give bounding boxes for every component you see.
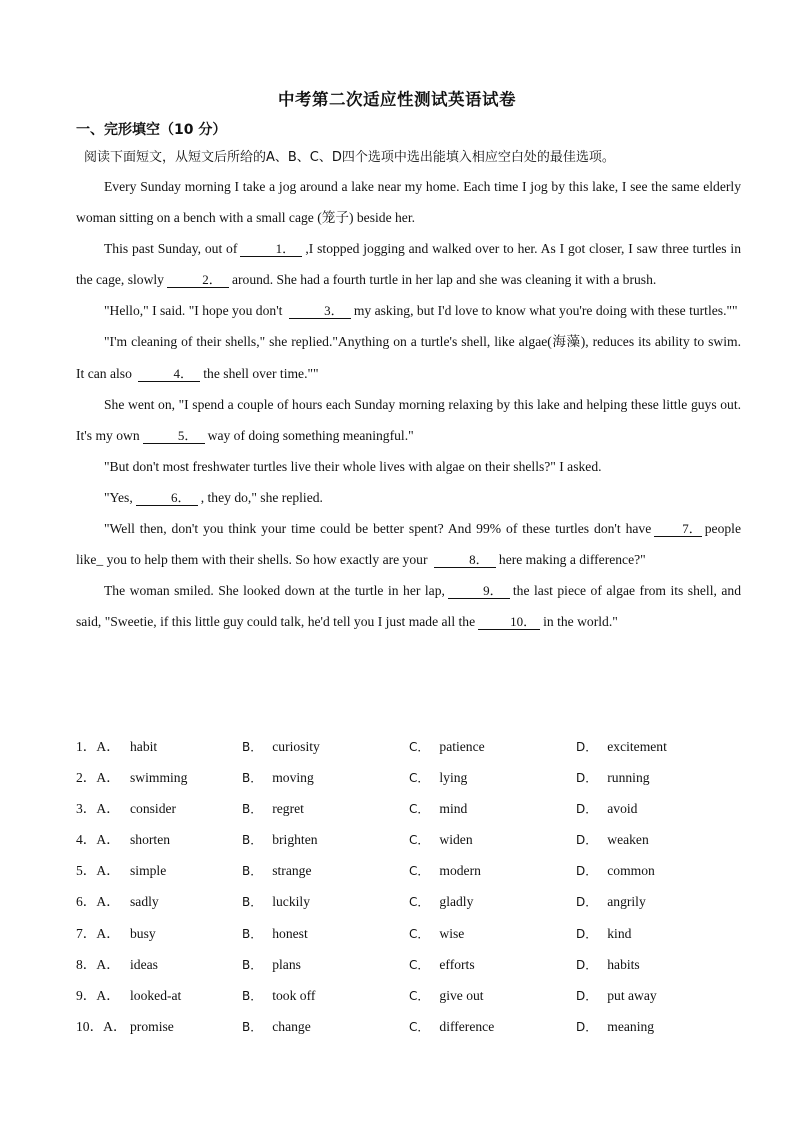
option-a[interactable]: swimming bbox=[130, 770, 188, 786]
question-number[interactable]: 10．A． bbox=[76, 1018, 127, 1034]
option-letter: B． bbox=[242, 802, 263, 817]
option-c[interactable] bbox=[409, 889, 473, 915]
paragraph-5: She went on, "I spend a couple of hours each Sunday morning relaxing by this lake and helping these little guys out. It's my own 5． way of doing something meaningful." bbox=[76, 396, 741, 443]
option-text: running bbox=[607, 770, 650, 786]
option-d[interactable] bbox=[576, 921, 631, 947]
option-c[interactable] bbox=[409, 734, 485, 760]
option-d[interactable] bbox=[576, 952, 640, 978]
option-d[interactable] bbox=[576, 889, 646, 915]
blank-4: 4． bbox=[138, 366, 200, 382]
option-text: modern bbox=[439, 863, 481, 879]
option-letter: C． bbox=[409, 740, 430, 754]
option-text: plans bbox=[272, 956, 301, 972]
option-a[interactable]: looked-at bbox=[130, 987, 182, 1003]
option-b[interactable] bbox=[242, 952, 301, 978]
option-letter: C． bbox=[409, 926, 430, 941]
paragraph-3: "Hello," I said. "I hope you don't 3． my asking, but I'd love to know what you're doing with these turtles."" bbox=[104, 303, 738, 319]
option-text: took off bbox=[272, 987, 316, 1003]
option-c[interactable] bbox=[409, 1014, 494, 1040]
option-d[interactable] bbox=[576, 858, 655, 884]
option-letter: B． bbox=[242, 864, 263, 879]
option-text: give out bbox=[439, 987, 484, 1003]
paragraph-8: "Well then, don't you think your time could be better spent? And 99% of these turtles don't have 7． people like_ you to help them with their shells. So how exactly are your 8． here making a difference?" bbox=[76, 521, 741, 568]
option-letter: B． bbox=[242, 926, 263, 941]
option-letter: B． bbox=[242, 833, 263, 848]
page-title: 中考第二次适应性测试英语试卷 bbox=[278, 90, 516, 109]
option-text: change bbox=[272, 1018, 311, 1034]
question-number[interactable]: 3．A． bbox=[76, 801, 120, 817]
question-number[interactable]: 5．A． bbox=[76, 863, 120, 879]
option-letter: D． bbox=[576, 771, 598, 786]
option-b[interactable] bbox=[242, 858, 312, 884]
option-b[interactable] bbox=[242, 827, 318, 853]
option-letter: D． bbox=[576, 864, 598, 879]
option-b[interactable] bbox=[242, 765, 314, 791]
option-a[interactable]: promise bbox=[130, 1018, 174, 1034]
option-text: lying bbox=[439, 770, 468, 786]
option-text: weaken bbox=[607, 832, 649, 848]
paragraph-1: Every Sunday morning I take a jog around a lake near my home. Each time I jog by this lake, I see the same elderly woman sitting on a bench with a small cage (笼子) beside her. bbox=[76, 179, 741, 226]
instruction-text: 阅读下面短文，从短文后所给的A、B、C、D四个选项中选出能填入相应空白处的最佳选项。 bbox=[84, 150, 615, 165]
blank-3: 3． bbox=[289, 303, 351, 319]
option-a[interactable]: simple bbox=[130, 863, 167, 879]
question-row bbox=[76, 1014, 756, 1045]
question-row bbox=[76, 858, 756, 889]
blank-1: 1． bbox=[240, 241, 302, 257]
question-row bbox=[76, 827, 756, 858]
option-letter: B． bbox=[242, 895, 263, 910]
option-b[interactable] bbox=[242, 734, 320, 760]
question-row bbox=[76, 765, 756, 796]
option-a[interactable]: ideas bbox=[130, 956, 158, 972]
option-letter: D． bbox=[576, 988, 598, 1003]
option-letter: C． bbox=[409, 771, 430, 786]
option-letter: B． bbox=[242, 1019, 263, 1034]
option-text: efforts bbox=[439, 956, 475, 972]
option-text: regret bbox=[272, 801, 304, 817]
question-row bbox=[76, 921, 756, 952]
option-letter: C． bbox=[409, 957, 430, 972]
option-b[interactable] bbox=[242, 921, 308, 947]
option-text: curiosity bbox=[272, 739, 320, 754]
option-text: common bbox=[607, 863, 655, 879]
option-text: mind bbox=[439, 801, 468, 817]
option-c[interactable] bbox=[409, 765, 467, 791]
paragraph-7: "Yes, 6． , they do," she replied. bbox=[104, 489, 323, 505]
question-row bbox=[76, 952, 756, 983]
question-number[interactable]: 2．A． bbox=[76, 770, 120, 786]
blank-7: 7． bbox=[654, 521, 702, 537]
option-b[interactable] bbox=[242, 889, 310, 915]
option-d[interactable] bbox=[576, 983, 657, 1009]
option-letter: C． bbox=[409, 1019, 430, 1034]
blank-8: 8． bbox=[434, 552, 496, 568]
option-text: luckily bbox=[272, 894, 310, 910]
blank-5: 5． bbox=[143, 428, 205, 444]
question-number[interactable]: 1．A． bbox=[76, 739, 120, 754]
option-letter: C． bbox=[409, 988, 430, 1003]
option-letter: D． bbox=[576, 802, 598, 817]
option-letter: D． bbox=[576, 926, 598, 941]
option-text: angrily bbox=[607, 894, 646, 910]
option-d[interactable] bbox=[576, 827, 649, 853]
option-c[interactable] bbox=[409, 858, 481, 884]
option-text: excitement bbox=[607, 739, 667, 754]
option-text: meaning bbox=[607, 1018, 655, 1034]
option-letter: B． bbox=[242, 771, 263, 786]
option-text: widen bbox=[439, 832, 473, 848]
option-d[interactable] bbox=[576, 796, 637, 822]
option-b[interactable] bbox=[242, 983, 315, 1009]
option-letter: D． bbox=[576, 1019, 598, 1034]
option-text: habits bbox=[607, 956, 640, 972]
option-text: avoid bbox=[607, 801, 638, 817]
option-c[interactable] bbox=[409, 827, 473, 853]
option-c[interactable] bbox=[409, 921, 464, 947]
question-number[interactable]: 4．A． bbox=[76, 832, 120, 848]
question-row bbox=[76, 983, 756, 1014]
option-letter: D． bbox=[576, 740, 598, 754]
option-letter: C． bbox=[409, 864, 430, 879]
option-letter: C． bbox=[409, 833, 430, 848]
option-text: honest bbox=[272, 925, 308, 941]
question-number[interactable]: 7．A． bbox=[76, 925, 120, 941]
option-a[interactable]: sadly bbox=[130, 894, 159, 910]
question-row bbox=[76, 734, 756, 765]
option-letter: D． bbox=[576, 833, 598, 848]
option-c[interactable] bbox=[409, 983, 484, 1009]
option-text: wise bbox=[439, 925, 465, 941]
option-text: difference bbox=[439, 1018, 495, 1034]
blank-9: 9． bbox=[448, 583, 510, 599]
question-number[interactable]: 6．A． bbox=[76, 894, 120, 910]
question-row bbox=[76, 796, 756, 827]
option-letter: D． bbox=[576, 895, 598, 910]
option-text: gladly bbox=[439, 894, 474, 910]
option-c[interactable] bbox=[409, 952, 475, 978]
option-a[interactable]: habit bbox=[130, 739, 158, 754]
option-a[interactable]: shorten bbox=[130, 832, 171, 848]
paragraph-6: "But don't most freshwater turtles live their whole lives with algae on their shells?" I asked. bbox=[104, 458, 602, 474]
option-text: put away bbox=[607, 987, 657, 1003]
paragraph-4: "I'm cleaning of their shells," she replied."Anything on a turtle's shell, like algae(海藻), reduces its ability to swim. It can also 4． the shell over time."" bbox=[76, 334, 741, 381]
blank-10: 10． bbox=[478, 614, 540, 630]
option-text: moving bbox=[272, 770, 314, 786]
option-text: patience bbox=[439, 739, 485, 754]
option-b[interactable] bbox=[242, 1014, 311, 1040]
option-letter: B． bbox=[242, 740, 263, 754]
option-c[interactable] bbox=[409, 796, 467, 822]
option-text: kind bbox=[607, 925, 632, 941]
option-letter: C． bbox=[409, 802, 430, 817]
option-text: brighten bbox=[272, 832, 318, 848]
question-row bbox=[76, 889, 756, 920]
option-a[interactable]: busy bbox=[130, 925, 156, 941]
option-d[interactable] bbox=[576, 765, 650, 791]
blank-6: 6． bbox=[136, 490, 198, 506]
option-b[interactable] bbox=[242, 796, 304, 822]
blank-2: 2． bbox=[167, 272, 229, 288]
question-number[interactable]: 8．A． bbox=[76, 956, 120, 972]
section-heading: 一、完形填空（10 分） bbox=[76, 122, 227, 138]
passage bbox=[76, 171, 741, 637]
option-letter: C． bbox=[409, 895, 430, 910]
option-d[interactable] bbox=[576, 734, 667, 760]
option-letter: D． bbox=[576, 957, 598, 972]
option-d[interactable] bbox=[576, 1014, 654, 1040]
question-number[interactable]: 9．A． bbox=[76, 987, 120, 1003]
paragraph-9: The woman smiled. She looked down at the turtle in her lap, 9． the last piece of algae from its shell, and said, "Sweetie, if this little guy could talk, he'd tell you I just made all the 10． in the world." bbox=[76, 583, 742, 630]
option-a[interactable]: consider bbox=[130, 801, 177, 817]
option-letter: B． bbox=[242, 988, 263, 1003]
option-letter: B． bbox=[242, 957, 263, 972]
answer-options bbox=[76, 734, 756, 1045]
paragraph-2: This past Sunday, out of 1． ,I stopped jogging and walked over to her. As I got closer, I saw three turtles in the cage, slowly 2． around. She had a fourth turtle in her lap and she was cleaning it with a brush. bbox=[76, 241, 741, 288]
option-text: strange bbox=[272, 863, 312, 879]
